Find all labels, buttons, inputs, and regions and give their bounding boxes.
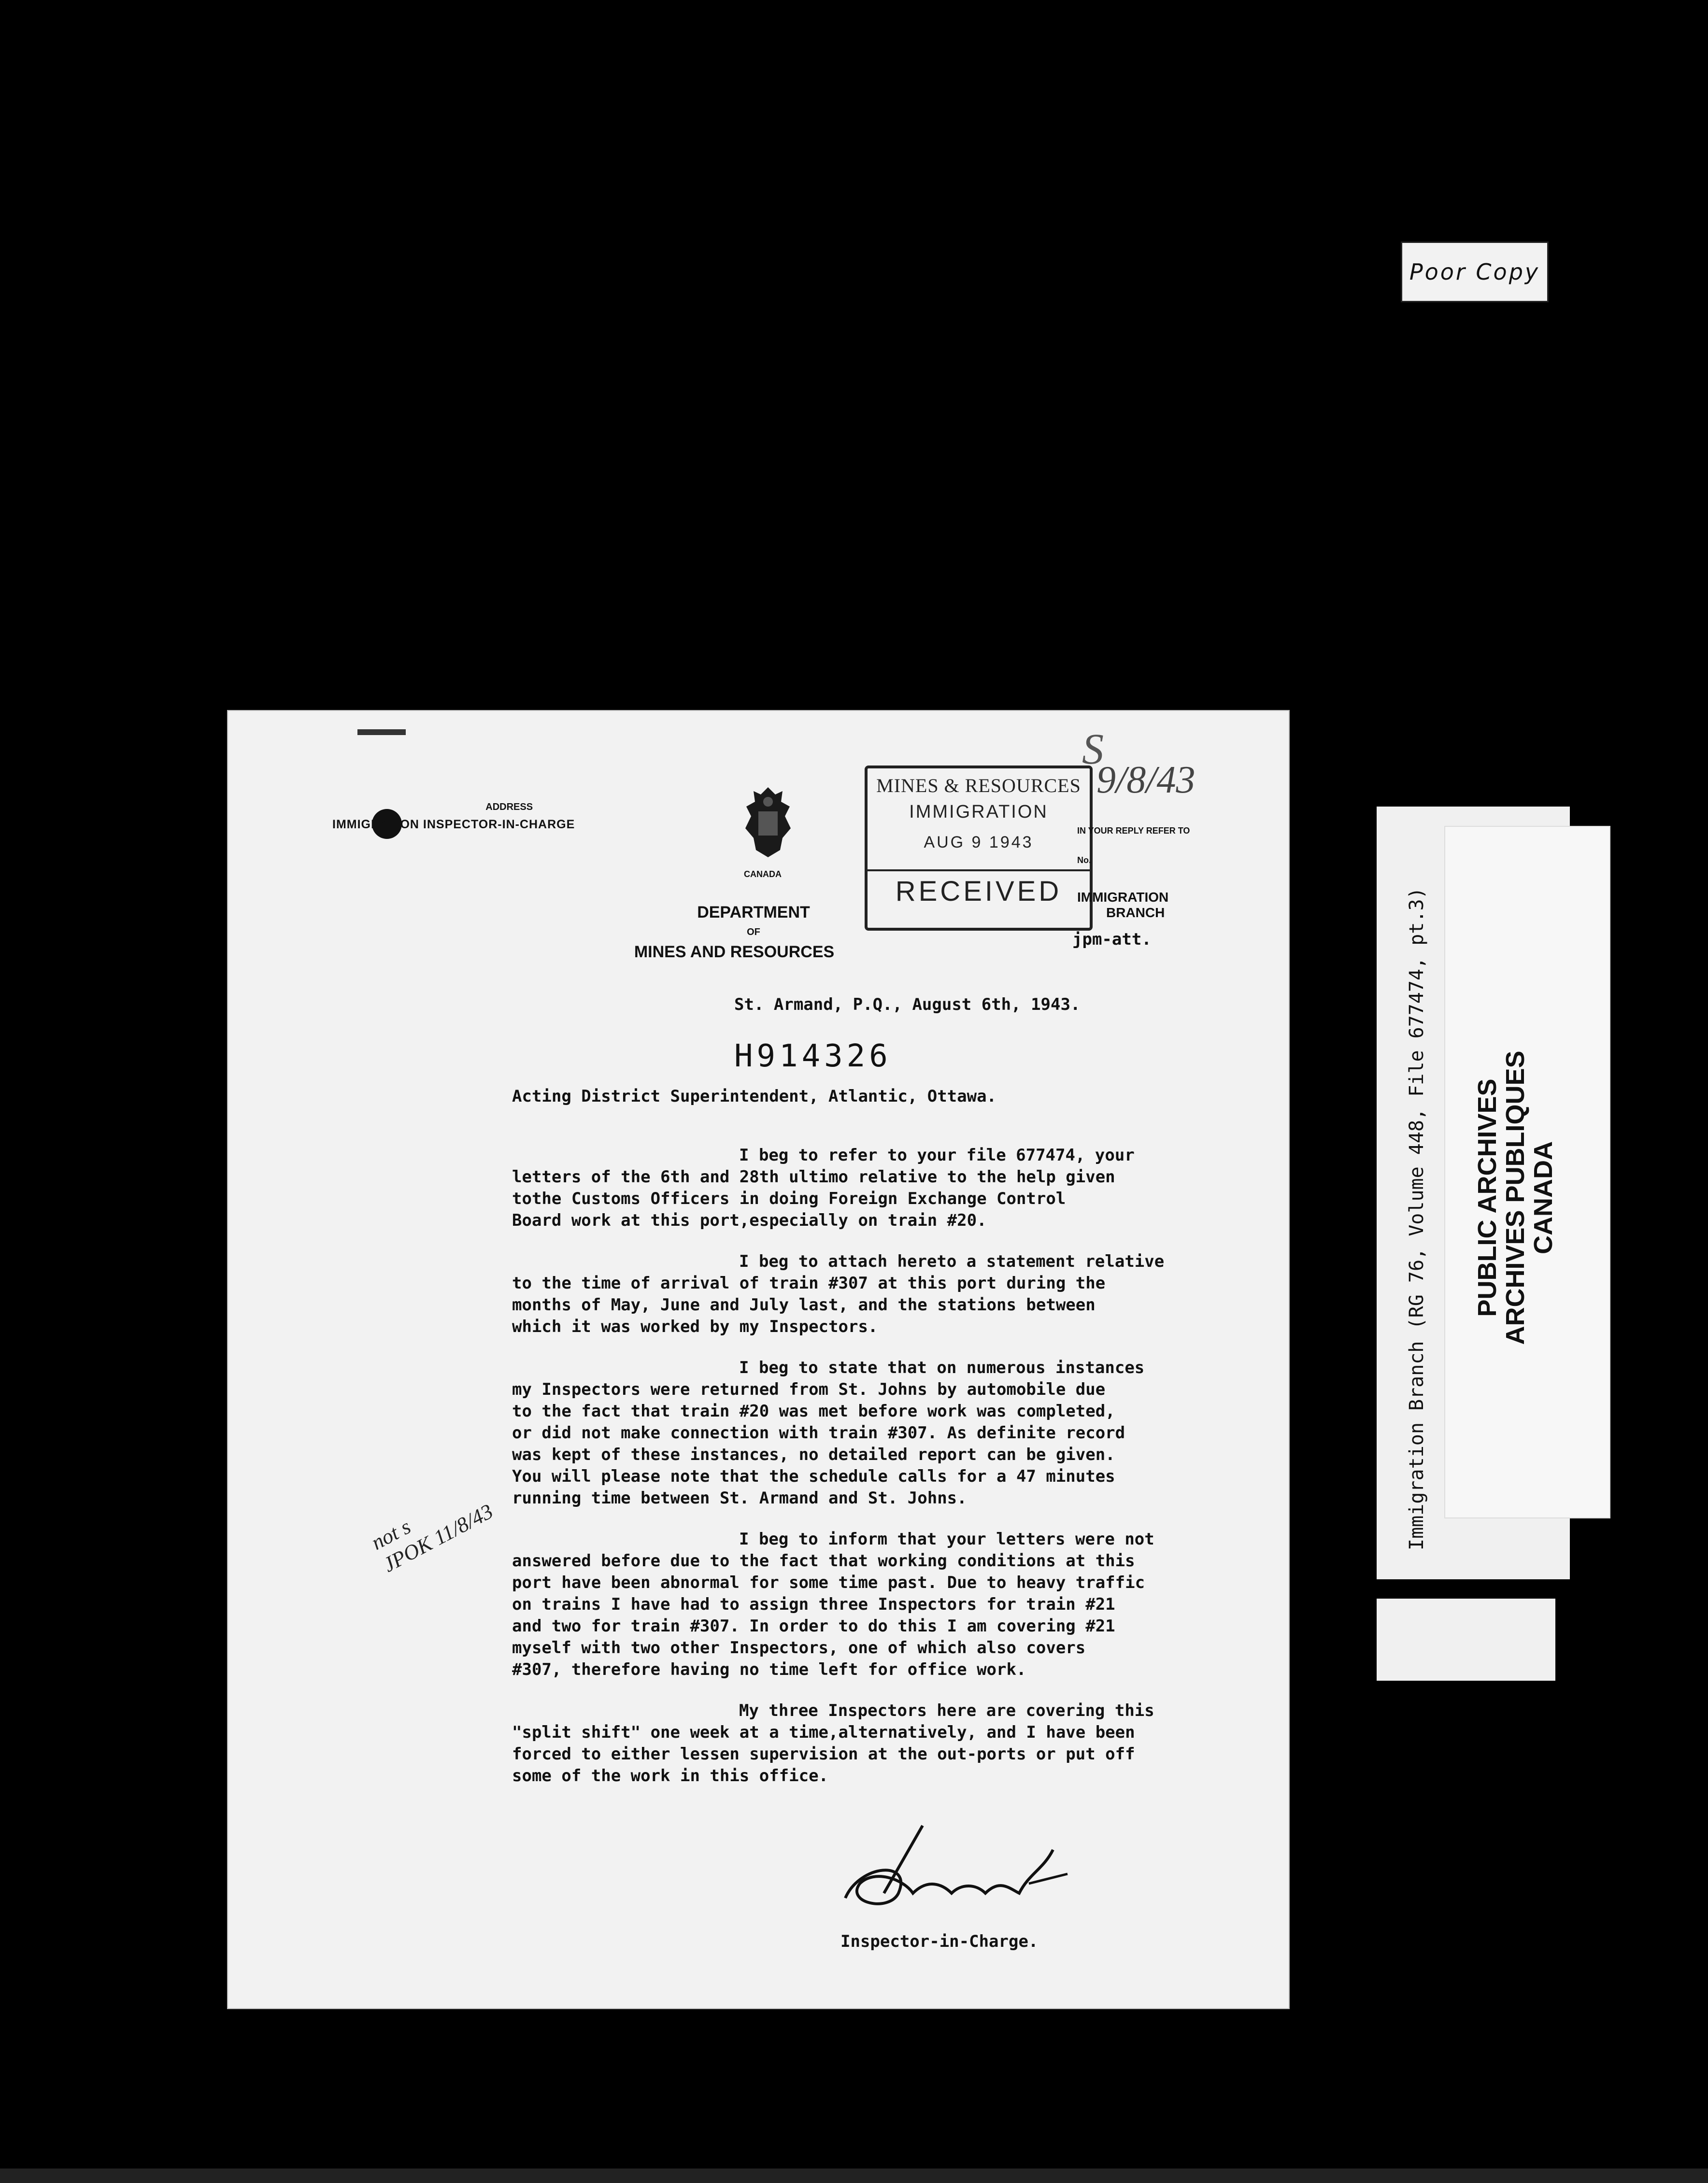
reply-line2: No. xyxy=(1077,855,1091,865)
handwritten-margin-note: not s JPOK 11/8/43 xyxy=(367,1499,497,1577)
archive-strip-bottom xyxy=(1377,1599,1555,1681)
stamp-date: AUG 9 1943 xyxy=(924,833,1034,851)
address-value: IMMIGRATION INSPECTOR-IN-CHARGE xyxy=(332,818,575,831)
archive-citation: Immigration Branch (RG 76, Volume 448, File 677474, pt.3) xyxy=(1406,887,1428,1550)
address-label: ADDRESS xyxy=(485,802,533,812)
stamp-line1: MINES & RESOURCES xyxy=(876,775,1081,796)
file-number: H914326 xyxy=(734,1038,892,1074)
canada-crest-icon xyxy=(737,782,799,860)
crest-label: CANADA xyxy=(744,869,782,879)
poor-copy-label: Poor Copy xyxy=(1401,241,1549,302)
letter-body xyxy=(512,1145,1227,1806)
received-stamp xyxy=(865,765,1093,931)
branch-line2: BRANCH xyxy=(1106,905,1165,920)
department-line3: MINES AND RESOURCES xyxy=(634,943,835,961)
archive-title-line1: PUBLIC ARCHIVES xyxy=(1473,1078,1502,1317)
archive-title xyxy=(1473,1000,1557,1396)
archive-title-line3: CANADA xyxy=(1529,1141,1558,1254)
paragraph-5: My three Inspectors here are covering this "split shift" one week at a time,alternatively, and I have been forced to either lessen supervision at the out-ports or put off some of the work in this office. xyxy=(512,1701,1154,1786)
reply-reference-block xyxy=(1077,826,1190,921)
department-line1: DEPARTMENT xyxy=(697,903,810,921)
archive-label xyxy=(1377,807,1604,1724)
department-line2: OF xyxy=(747,927,760,937)
address-block xyxy=(332,802,575,832)
paragraph-3: I beg to state that on numerous instances my Inspectors were returned from St. Johns by automobile due to the fact that train #20 was met before work was completed, or did not make connection with train #307. As definite record was kept of these instances, no detailed report can be given. You will please note that the schedule calls for a 47 minutes running time between St. Armand and St. Johns. xyxy=(512,1358,1145,1508)
handwritten-top-date: 9/8/43 xyxy=(1096,759,1196,801)
dateline: St. Armand, P.Q., August 6th, 1943. xyxy=(734,995,1081,1014)
paragraph-2: I beg to attach hereto a statement relative to the time of arrival of train #307 at this port during the months of May, June and July last, and the stations between which it was worked by my Inspectors. xyxy=(512,1252,1165,1336)
film-edge xyxy=(0,2169,1708,2183)
addressee: Acting District Superintendent, Atlantic, Ottawa. xyxy=(512,1087,997,1106)
stamp-line2: IMMIGRATION xyxy=(909,802,1048,822)
stamp-received: RECEIVED xyxy=(868,869,1090,907)
letter-page xyxy=(227,710,1290,2009)
paragraph-1: I beg to refer to your file 677474, your letters of the 6th and 28th ultimo relative to the help given tothe Customs Officers in doing Foreign Exchange Control Board work at this port,especially on train #20. xyxy=(512,1146,1135,1230)
reply-line1: IN YOUR REPLY REFER TO xyxy=(1077,826,1190,836)
branch-line1: IMMIGRATION xyxy=(1077,890,1169,905)
archive-title-line2: ARCHIVES PUBLIQUES xyxy=(1501,1050,1530,1345)
top-mark xyxy=(357,729,406,735)
paragraph-4: I beg to inform that your letters were not answered before due to the fact that working conditions at this port have been abnormal for some time past. Due to heavy traffic on trains I have had to assign three Inspectors for train #21 and two for train #307. In order to do this I am covering #21 myself with two other Inspectors, one of which also covers #307, therefore having no time left for office work. xyxy=(512,1530,1154,1679)
signature-title: Inspector-in-Charge. xyxy=(840,1932,1039,1951)
reference-code: jpm-att. xyxy=(1072,930,1152,949)
signature-icon xyxy=(816,1821,1087,1917)
handwritten-top-number: S xyxy=(1082,725,1104,773)
department-heading xyxy=(613,903,855,962)
